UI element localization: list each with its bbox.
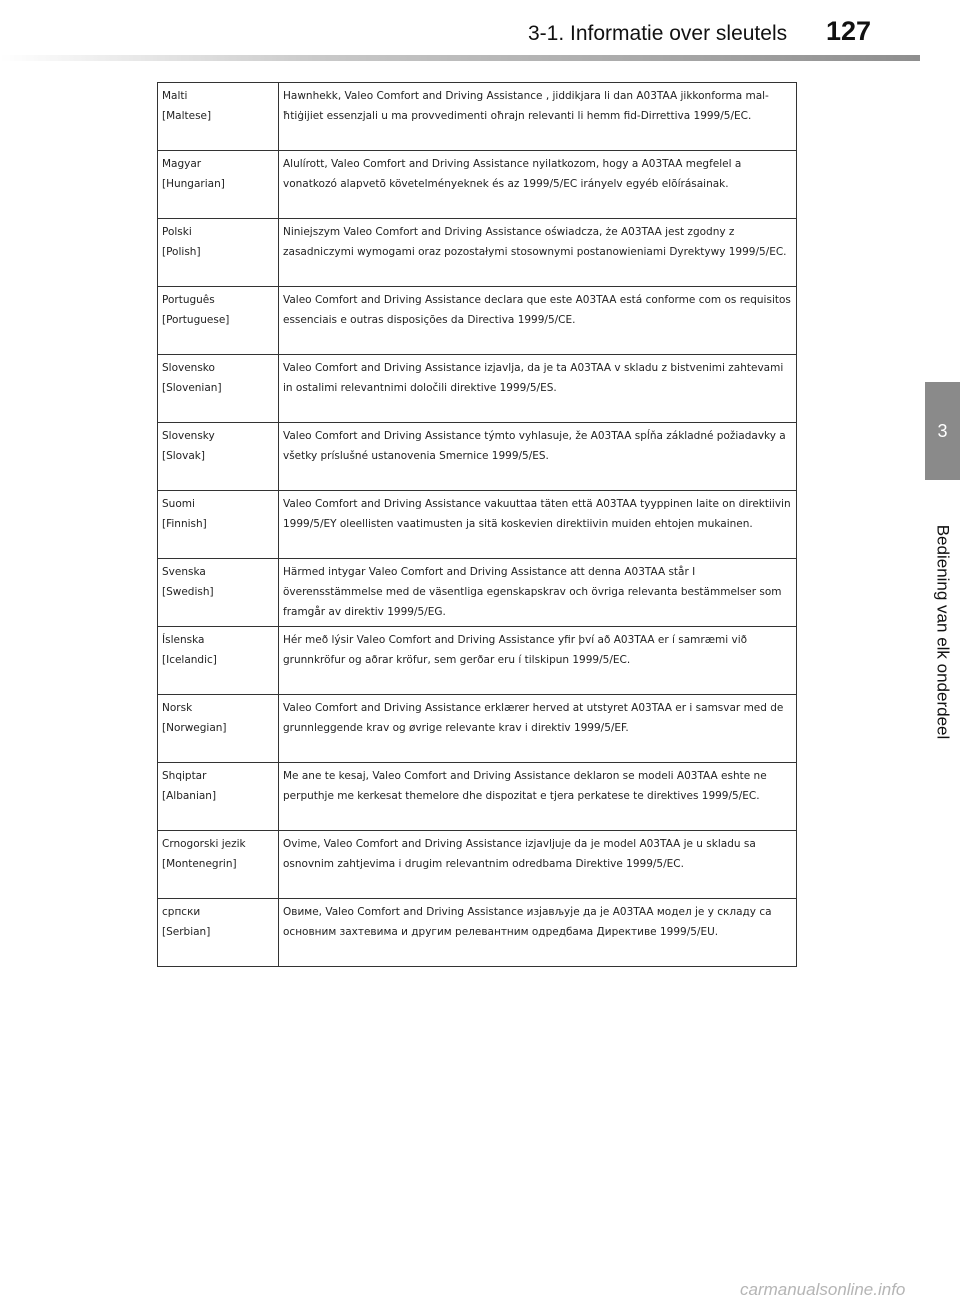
table-row xyxy=(158,695,797,763)
language-cell xyxy=(158,355,279,423)
language-cell xyxy=(158,219,279,287)
table-row xyxy=(158,899,797,967)
language-name: Suomi xyxy=(162,498,195,510)
declaration-text: Ovime, Valeo Comfort and Driving Assistance izjavljuje da je model A03TAA je u skladu sa osnovnim zahtjevima i drugim relevantnim odredbama Direktive 1999/5/EC. xyxy=(279,831,797,899)
language-english: [Montenegrin] xyxy=(162,858,237,870)
language-name: Íslenska xyxy=(162,634,205,646)
language-cell xyxy=(158,423,279,491)
table-row xyxy=(158,83,797,151)
chapter-title: 3-1. Informatie over sleutels xyxy=(528,22,788,45)
language-english: [Albanian] xyxy=(162,790,217,802)
declaration-text: Valeo Comfort and Driving Assistance vakuuttaa täten että A03TAA tyyppinen laite on direktiivin 1999/5/EY oleellisten vaatimusten ja sitä koskevien direktiivin muiden ehtojen mukainen. xyxy=(279,491,797,559)
language-name: Magyar xyxy=(162,158,202,170)
declaration-text: Valeo Comfort and Driving Assistance týmto vyhlasuje, že A03TAA spĺňa základné požiadavky a všetky príslušné ustanovenia Smernice 1999/5/ES. xyxy=(279,423,797,491)
table-row xyxy=(158,491,797,559)
language-name: Polski xyxy=(162,226,192,238)
table-row xyxy=(158,219,797,287)
language-name: српски xyxy=(162,906,201,918)
page-number: 127 xyxy=(826,16,872,46)
language-cell xyxy=(158,83,279,151)
declaration-text: Овиме, Valeo Comfort and Driving Assistance изјављује да је A03TAA модел је у складу са основним захтевима и другим релевантним одредбама Директиве 1999/5/EU. xyxy=(279,899,797,967)
watermark: carmanualsonline.info xyxy=(740,1280,906,1299)
language-name: Slovensky xyxy=(162,430,215,442)
language-cell xyxy=(158,899,279,967)
declaration-text: Alulírott, Valeo Comfort and Driving Assistance nyilatkozom, hogy a A03TAA megfelel a vonatkozó alapvetõ követelményeknek és az 1999/5/EC irányelv egyéb elõírásainak. xyxy=(279,151,797,219)
language-english: [Polish] xyxy=(162,246,201,258)
language-english: [Slovak] xyxy=(162,450,205,462)
section-label xyxy=(925,487,960,777)
language-name: Malti xyxy=(162,90,188,102)
language-english: [Slovenian] xyxy=(162,382,222,394)
table-row xyxy=(158,287,797,355)
language-cell xyxy=(158,763,279,831)
declaration-text: Hér með lýsir Valeo Comfort and Driving Assistance yfir því að A03TAA er í samræmi við grunnkröfur og aðrar kröfur, sem gerðar eru í tilskipun 1999/5/EC. xyxy=(279,627,797,695)
table-row xyxy=(158,831,797,899)
header-rule xyxy=(0,55,920,61)
language-cell xyxy=(158,627,279,695)
language-cell xyxy=(158,831,279,899)
language-name: Norsk xyxy=(162,702,193,714)
language-english: [Portuguese] xyxy=(162,314,230,326)
language-english: [Serbian] xyxy=(162,926,211,938)
table-row xyxy=(158,151,797,219)
section-label-text: Bediening van elk onderdeel xyxy=(933,524,953,740)
table-row xyxy=(158,355,797,423)
section-tab[interactable] xyxy=(925,382,960,480)
declaration-text: Niniejszym Valeo Comfort and Driving Assistance oświadcza, że A03TAA jest zgodny z zasadniczymi wymogami oraz pozostałymi stosownymi postanowieniami Dyrektywy 1999/5/EC. xyxy=(279,219,797,287)
language-english: [Hungarian] xyxy=(162,178,225,190)
language-cell xyxy=(158,695,279,763)
language-cell xyxy=(158,287,279,355)
language-name: Português xyxy=(162,294,215,306)
language-name: Slovensko xyxy=(162,362,215,374)
declaration-text: Me ane te kesaj, Valeo Comfort and Driving Assistance deklaron se modeli A03TAA eshte ne perputhje me kerkesat themelore dhe dispozitat e tjera perkatese te direktives 1999/5/EC. xyxy=(279,763,797,831)
table-row xyxy=(158,763,797,831)
language-name: Shqiptar xyxy=(162,770,207,782)
declaration-text: Härmed intygar Valeo Comfort and Driving Assistance att denna A03TAA står I överensstämmelse med de väsentliga egenskapskrav och övriga relevanta bestämmelser som framgår av direktiv 1999/5/EG. xyxy=(279,559,797,627)
language-cell xyxy=(158,559,279,627)
language-cell xyxy=(158,151,279,219)
declaration-text: Hawnhekk, Valeo Comfort and Driving Assistance , jiddikjara li dan A03TAA jikkonforma mal-ħtiġijiet essenzjali u ma provvedimenti oħrajn relevanti li hemm fid-Dirrettiva 1999/5/EC. xyxy=(279,83,797,151)
language-english: [Icelandic] xyxy=(162,654,217,666)
language-english: [Finnish] xyxy=(162,518,207,530)
language-name: Svenska xyxy=(162,566,206,578)
language-english: [Maltese] xyxy=(162,110,212,122)
declaration-text: Valeo Comfort and Driving Assistance izjavlja, da je ta A03TAA v skladu z bistvenimi zahtevami in ostalimi relevantnimi določili direktive 1999/5/ES. xyxy=(279,355,797,423)
declaration-text: Valeo Comfort and Driving Assistance erklærer herved at utstyret A03TAA er i samsvar med de grunnleggende krav og øvrige relevante krav i direktiv 1999/5/EF. xyxy=(279,695,797,763)
table-row xyxy=(158,423,797,491)
table-row xyxy=(158,559,797,627)
language-english: [Swedish] xyxy=(162,586,214,598)
language-name: Crnogorski jezik xyxy=(162,838,246,850)
language-cell xyxy=(158,491,279,559)
declaration-text: Valeo Comfort and Driving Assistance declara que este A03TAA está conforme com os requisitos essenciais e outras disposições da Directiva 1999/5/CE. xyxy=(279,287,797,355)
language-english: [Norwegian] xyxy=(162,722,227,734)
table-row xyxy=(158,627,797,695)
section-tab-number: 3 xyxy=(937,420,948,441)
declaration-table xyxy=(157,82,797,967)
